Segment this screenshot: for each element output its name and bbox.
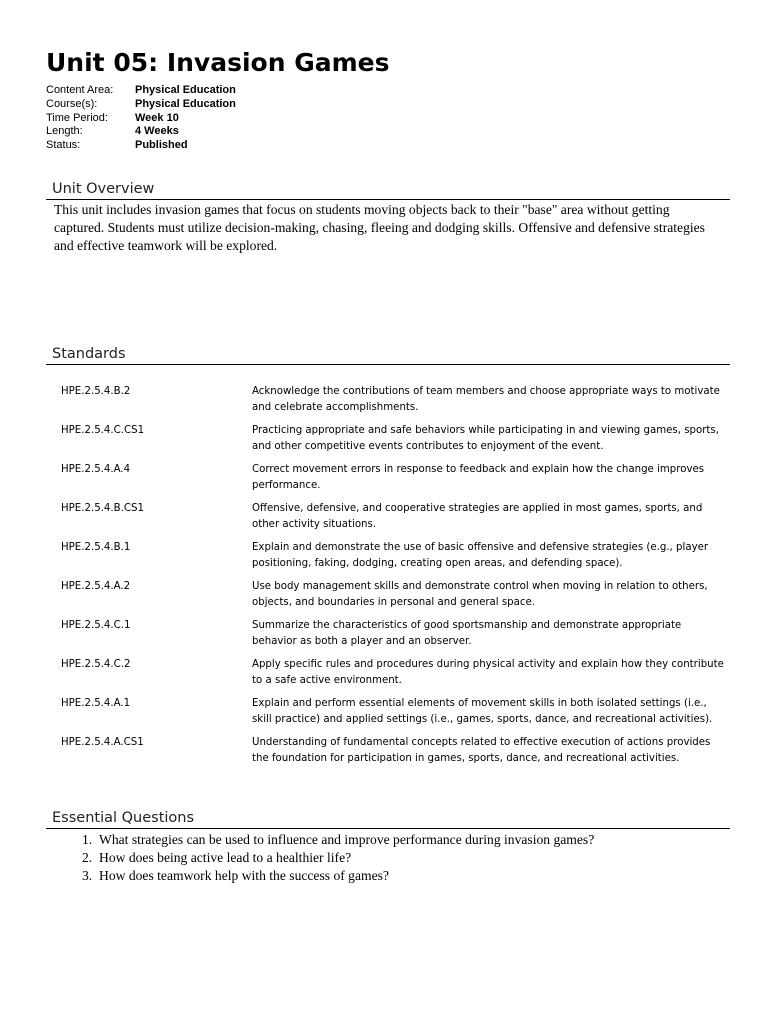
- meta-row-status: [46, 139, 236, 153]
- standard-code: HPE.2.5.4.C.CS1: [61, 425, 145, 436]
- standard-row: [61, 579, 726, 618]
- meta-label: Length:: [46, 125, 83, 138]
- list-item-number: 2.: [82, 850, 93, 865]
- standard-description: Acknowledge the contributions of team members and choose appropriate ways to motivate and celebrate accomplishments.: [252, 386, 720, 413]
- meta-value: 4 Weeks: [135, 125, 179, 138]
- standard-code: HPE.2.5.4.C.2: [61, 659, 131, 670]
- standard-description: Use body management skills and demonstrate control when moving in relation to others, objects, and boundaries in personal and general space.: [252, 581, 708, 608]
- standard-code: HPE.2.5.4.A.4: [61, 464, 131, 475]
- essential-questions-list: [82, 831, 594, 885]
- standard-description: Summarize the characteristics of good sportsmanship and demonstrate appropriate behavior as both a player and an observer.: [252, 620, 682, 647]
- standard-description: Practicing appropriate and safe behaviors while participating in and viewing games, sports, and other competitive events contributes to enjoyment of the event.: [252, 425, 719, 452]
- meta-label: Time Period:: [46, 111, 108, 124]
- meta-label: Status:: [46, 139, 81, 152]
- standards-table: [61, 384, 726, 774]
- meta-label: Content Area:: [46, 84, 114, 96]
- list-item-text: How does teamwork help with the success of games?: [99, 868, 389, 883]
- list-item: [82, 867, 594, 885]
- meta-label: Course(s):: [46, 97, 98, 110]
- section-divider: [46, 364, 730, 365]
- meta-row-courses: [46, 98, 236, 112]
- essential-questions-heading: Essential Questions: [52, 810, 195, 826]
- standard-description: Correct movement errors in response to feedback and explain how the change improves performance.: [252, 464, 705, 491]
- standard-code: HPE.2.5.4.C.1: [61, 620, 131, 631]
- standard-row: [61, 501, 726, 540]
- standard-row: [61, 540, 726, 579]
- standard-description: Explain and perform essential elements of movement skills in both isolated settings (i.e., skill practice) and applied settings (i.e., games, sports, dance, and recreational activities).: [252, 698, 713, 725]
- standard-code: HPE.2.5.4.B.2: [61, 386, 131, 397]
- standard-description: Offensive, defensive, and cooperative strategies are applied in most games, sports, and other activity situations.: [252, 503, 703, 530]
- list-item-number: 1.: [82, 832, 93, 847]
- standard-row: [61, 696, 726, 735]
- section-divider: [46, 828, 730, 829]
- standard-description: Apply specific rules and procedures during physical activity and explain how they contribute to a safe active environment.: [252, 659, 724, 686]
- unit-metadata: [46, 84, 236, 153]
- standard-code: HPE.2.5.4.B.CS1: [61, 503, 144, 514]
- standard-row: [61, 618, 726, 657]
- meta-value: Week 10: [135, 111, 179, 124]
- meta-value: Physical Education: [135, 97, 236, 110]
- unit-overview-text: This unit includes invasion games that focus on students moving objects back to their "base" area without getting captured. Students must utilize decision-making, chasing, fleeing and dodging skills. Offensive and defensive strategies and effective teamwork will be explored.: [54, 202, 705, 253]
- unit-overview-heading: Unit Overview: [52, 181, 155, 197]
- standard-row: [61, 735, 726, 774]
- standard-description: Understanding of fundamental concepts related to effective execution of actions provides the foundation for participation in games, sports, dance, and recreational activities.: [252, 737, 711, 764]
- standards-heading: Standards: [52, 346, 126, 362]
- list-item: [82, 849, 594, 867]
- standard-code: HPE.2.5.4.B.1: [61, 542, 131, 553]
- standard-code: HPE.2.5.4.A.1: [61, 698, 131, 709]
- standard-row: [61, 384, 726, 423]
- page-title: Unit 05: Invasion Games: [46, 48, 390, 77]
- standard-row: [61, 657, 726, 696]
- section-divider: [46, 199, 730, 200]
- standard-code: HPE.2.5.4.A.CS1: [61, 737, 144, 748]
- meta-row-length: [46, 125, 236, 139]
- meta-value: Physical Education: [135, 84, 236, 96]
- standard-code: HPE.2.5.4.A.2: [61, 581, 131, 592]
- list-item: [82, 831, 594, 849]
- meta-row-time-period: [46, 112, 236, 126]
- standard-row: [61, 423, 726, 462]
- list-item-number: 3.: [82, 868, 93, 883]
- standard-description: Explain and demonstrate the use of basic offensive and defensive strategies (e.g., player positioning, faking, dodging, creating open areas, and defending space).: [252, 542, 709, 569]
- list-item-text: What strategies can be used to influence and improve performance during invasion games?: [99, 832, 595, 847]
- meta-value: Published: [135, 139, 188, 152]
- meta-row-content-area: [46, 84, 236, 98]
- list-item-text: How does being active lead to a healthier life?: [99, 850, 352, 865]
- standard-row: [61, 462, 726, 501]
